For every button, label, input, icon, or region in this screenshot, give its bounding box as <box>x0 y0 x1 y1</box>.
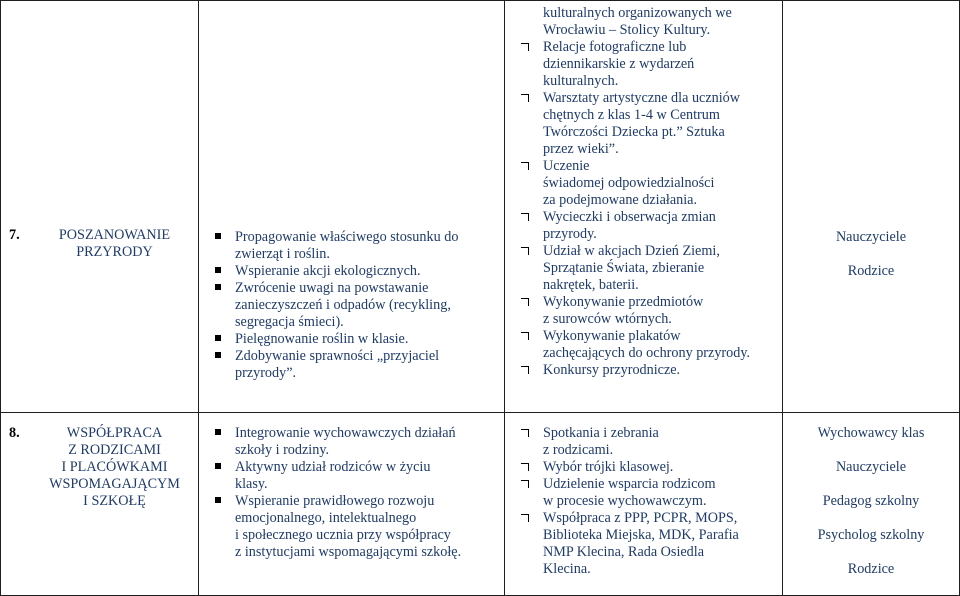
list-item: dziennikarskie z wydarzeń <box>543 56 695 72</box>
activities-list <box>505 425 782 578</box>
list-item: szkoły i rodziny. <box>235 442 330 458</box>
responsible-cell <box>783 1 960 413</box>
list-item: Spotkania i zebrania <box>505 425 782 442</box>
list-item: świadomej odpowiedzialności <box>543 175 715 191</box>
list-item: Udzielenie wsparcia rodzicom <box>505 476 782 493</box>
activities-cell <box>505 1 783 413</box>
list-item: Integrowanie wychowawczych działań <box>199 425 504 442</box>
responsible-list <box>783 413 959 578</box>
responsible-list <box>783 217 959 280</box>
list-item: Sprzątanie Świata, zbieranie <box>543 260 705 276</box>
goals-list <box>199 425 504 561</box>
area-cell <box>1 413 199 596</box>
list-item: w procesie wychowawczym. <box>543 493 707 509</box>
row-number: 8. <box>9 425 20 441</box>
list-item: za podejmowane działania. <box>543 192 698 208</box>
list-item: Propagowanie właściwego stosunku do <box>199 229 504 246</box>
list-item: Psycholog szkolny <box>817 527 925 543</box>
list-item: Konkursy przyrodnicze. <box>505 362 782 379</box>
goals-cell <box>199 1 505 413</box>
list-item: Nauczyciele <box>835 459 907 475</box>
goals-list <box>199 229 504 382</box>
list-item: przyrody. <box>543 226 597 242</box>
list-item: Wycieczki i obserwacja zmian <box>505 209 782 226</box>
list-item: Uczenie <box>505 158 782 175</box>
list-item: Aktywny udział rodziców w życiu <box>199 459 504 476</box>
area-title: POSZANOWANIE PRZYRODY <box>58 227 171 260</box>
list-item: NMP Klecina, Rada Osiedla <box>543 544 705 560</box>
row-number: 7. <box>9 227 20 243</box>
list-item: z surowców wtórnych. <box>543 311 672 327</box>
list-item: Biblioteka Miejska, MDK, Parafia <box>543 527 739 543</box>
list-item: Pielęgnowanie roślin w klasie. <box>199 331 504 348</box>
list-item: z instytucjami wspomagającymi szkołę. <box>235 544 462 560</box>
list-item: Wykonywanie przedmiotów <box>505 294 782 311</box>
list-item: klasy. <box>235 476 268 492</box>
goals-cell <box>199 413 505 596</box>
list-item: Wychowawcy klas <box>817 425 925 441</box>
list-item: Nauczyciele <box>835 229 907 245</box>
list-item: Pedagog szkolny <box>822 493 920 509</box>
list-item: z rodzicami. <box>543 442 614 458</box>
list-item: zanieczyszczeń i odpadów (recykling, <box>235 297 451 313</box>
responsible-cell <box>783 413 960 596</box>
list-item: zwierząt i roślin. <box>235 246 330 262</box>
list-item: segregacja śmieci). <box>235 314 344 330</box>
list-item: Wspieranie akcji ekologicznych. <box>199 263 504 280</box>
table-row <box>1 1 960 413</box>
list-item: Wykonywanie plakatów <box>505 328 782 345</box>
activities-list <box>505 5 782 379</box>
activities-cell <box>505 413 783 596</box>
list-item: Zdobywanie sprawności „przyjaciel <box>199 348 504 365</box>
list-item: Rodzice <box>847 561 895 577</box>
list-item: kulturalnych. <box>543 73 619 89</box>
list-item: Współpraca z PPP, PCPR, MOPS, <box>505 510 782 527</box>
table-row <box>1 413 960 596</box>
list-item: Wybór trójki klasowej. <box>505 459 782 476</box>
list-item: przez wieki”. <box>543 141 619 157</box>
list-item: kulturalnych organizowanych we <box>543 5 732 21</box>
list-item: Wrocławiu – Stolicy Kultury. <box>543 22 711 38</box>
list-item: Udział w akcjach Dzień Ziemi, <box>505 243 782 260</box>
list-item: przyrody”. <box>235 365 297 381</box>
area-cell <box>1 1 199 413</box>
list-item: chętnych z klas 1-4 w Centrum <box>543 107 720 123</box>
list-item: Rodzice <box>847 263 895 279</box>
list-item: zachęcających do ochrony przyrody. <box>543 345 751 361</box>
list-item: i społecznego ucznia przy współpracy <box>235 527 451 543</box>
list-item: Klecina. <box>543 561 591 577</box>
list-item: Twórczości Dziecka pt.” Sztuka <box>543 124 725 140</box>
list-item: Warsztaty artystyczne dla uczniów <box>505 90 782 107</box>
list-item: Zwrócenie uwagi na powstawanie <box>199 280 504 297</box>
list-item: emocjonalnego, intelektualnego <box>235 510 417 526</box>
list-item: Wspieranie prawidłowego rozwoju <box>199 493 504 510</box>
list-item: nakrętek, baterii. <box>543 277 639 293</box>
list-item: Relacje fotograficzne lub <box>505 39 782 56</box>
area-title: WSPÓŁPRACA Z RODZICAMI I PLACÓWKAMI WSPOMAGAJĄCYM I SZKOŁĘ <box>49 425 180 509</box>
